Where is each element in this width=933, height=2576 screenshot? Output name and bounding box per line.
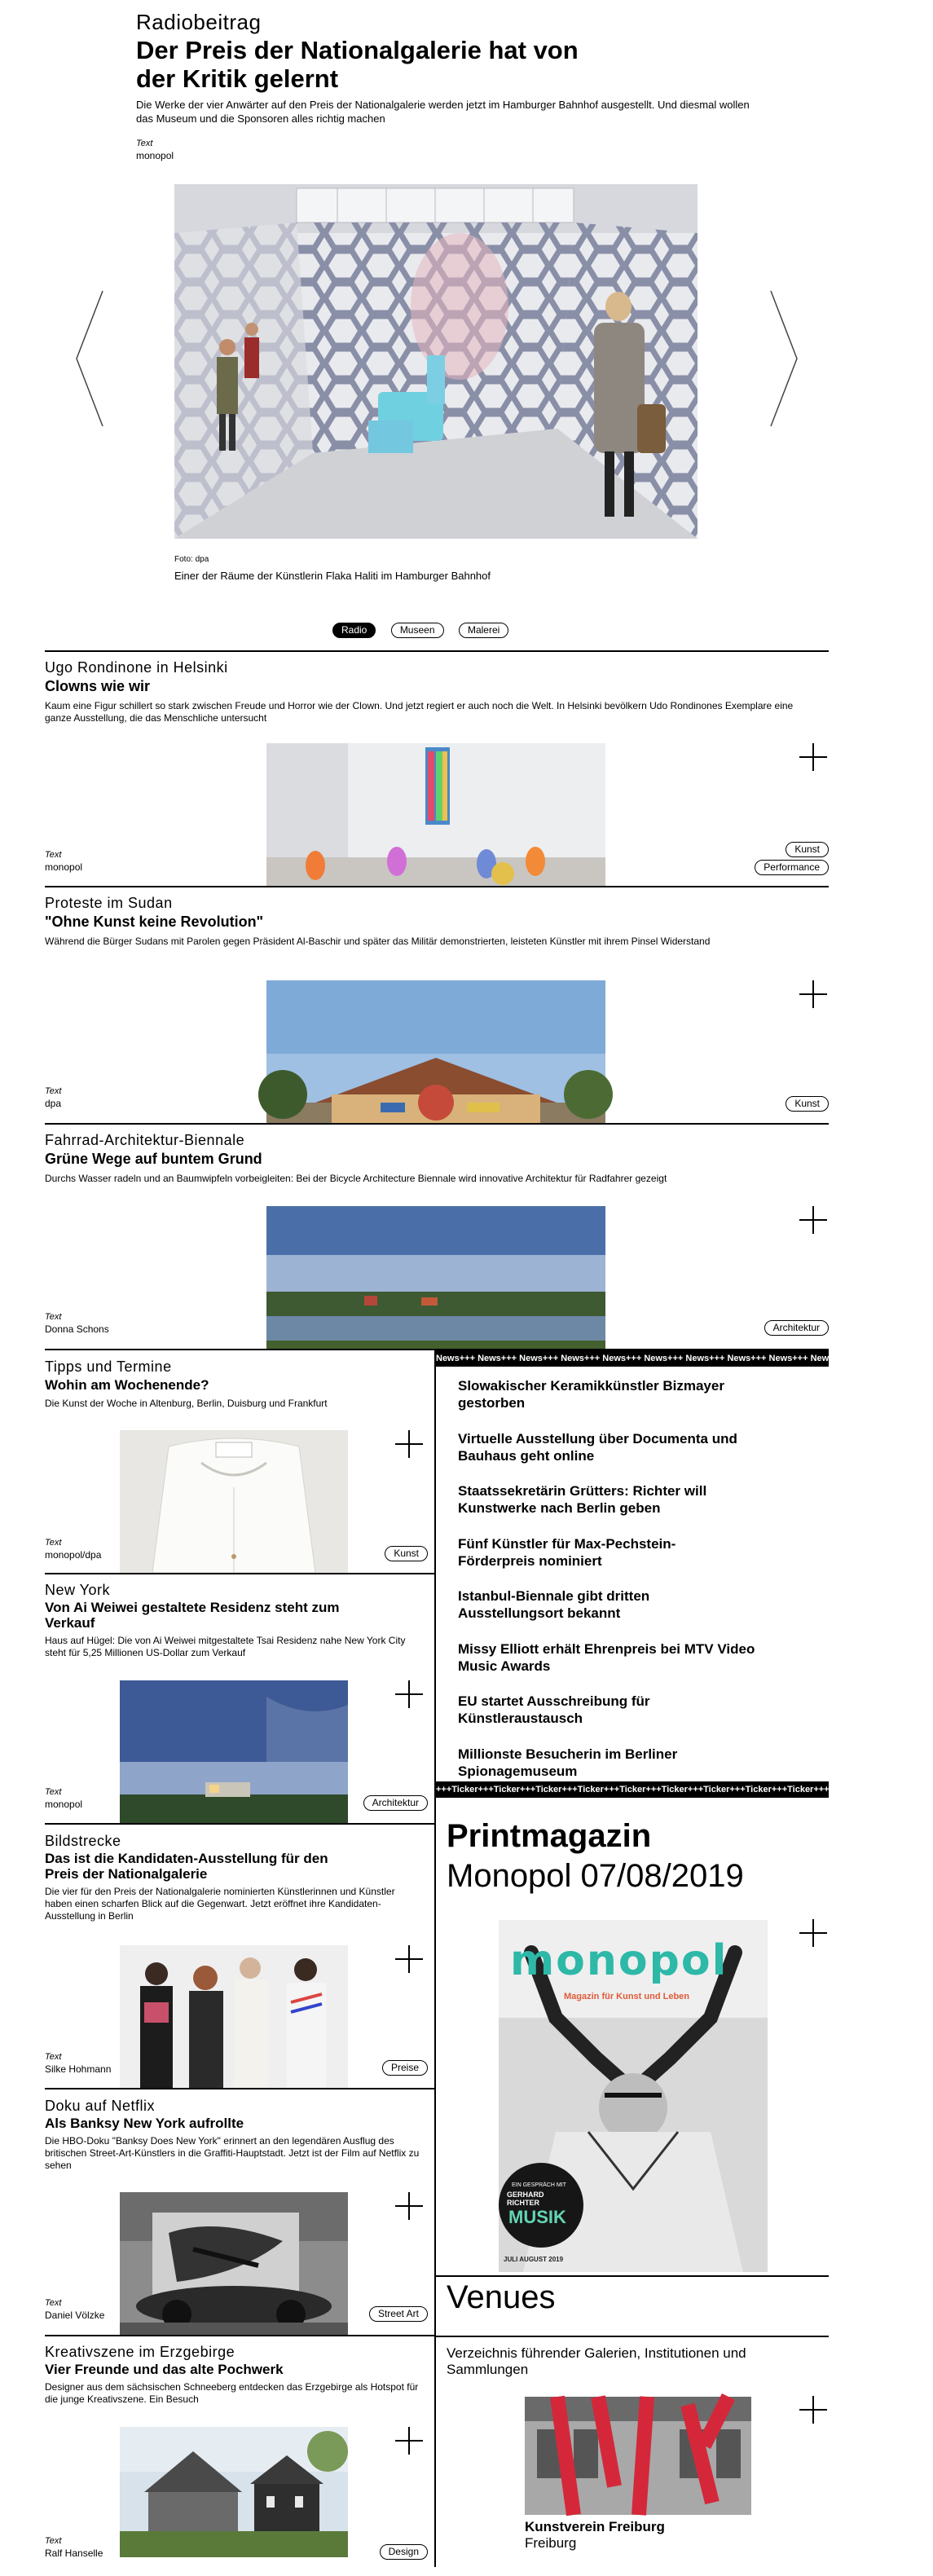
left-2-image[interactable] bbox=[120, 1680, 348, 1823]
news-item[interactable] bbox=[458, 1430, 737, 1464]
news-item[interactable] bbox=[458, 1587, 649, 1622]
print-cover-sub: Magazin für Kunst und Leben bbox=[564, 1992, 689, 2001]
divider bbox=[45, 2088, 434, 2089]
left-3-title-line1[interactable]: Das ist die Kandidaten-Ausstellung für den bbox=[45, 1851, 328, 1866]
left-4-title-line[interactable]: Als Banksy New York aufrollte bbox=[45, 2116, 244, 2131]
left-5-tags bbox=[342, 2542, 428, 2560]
tag-architektur[interactable]: Architektur bbox=[363, 1795, 428, 1811]
left-4-title[interactable] bbox=[45, 2116, 428, 2131]
tag-malerei[interactable]: Malerei bbox=[459, 623, 508, 638]
left-2-title-line2[interactable]: Verkauf bbox=[45, 1615, 95, 1631]
left-5-credit-label: Text bbox=[45, 2536, 62, 2546]
left-4-teaser: Die HBO-Doku "Banksy Does New York" erinnert an den legendären Ausflug des britischen Street-Art-Künstlers in die Graffiti-Hauptstadt. Jetzt ist der Film auf Netflix zu sehen bbox=[45, 2135, 420, 2171]
article-2-expand-icon[interactable] bbox=[799, 980, 827, 1008]
tag-kunst[interactable]: Kunst bbox=[385, 1546, 428, 1561]
divider bbox=[436, 2275, 829, 2277]
hero-title[interactable] bbox=[136, 36, 755, 93]
tag-kunst[interactable]: Kunst bbox=[786, 842, 829, 857]
left-1-tags bbox=[342, 1543, 428, 1561]
left-4-credit-name: Daniel Völzke bbox=[45, 2310, 105, 2321]
hero-photo-credit: Foto: dpa bbox=[174, 555, 209, 564]
news-item[interactable] bbox=[458, 1693, 650, 1727]
left-4-image[interactable] bbox=[120, 2192, 348, 2335]
carousel-next-arrow[interactable] bbox=[769, 289, 799, 428]
divider bbox=[436, 2336, 829, 2337]
left-3-tags bbox=[342, 2058, 428, 2076]
print-cover-date: JULI AUGUST 2019 bbox=[504, 2256, 564, 2263]
tag-architektur[interactable]: Architektur bbox=[764, 1320, 829, 1336]
news-item-line[interactable]: Bauhaus geht online bbox=[458, 1448, 595, 1464]
left-3-title[interactable] bbox=[45, 1851, 428, 1882]
left-2-kicker: New York bbox=[45, 1582, 111, 1598]
article-3-credit-name: Donna Schons bbox=[45, 1323, 109, 1335]
article-3-image[interactable] bbox=[266, 1206, 605, 1349]
left-3-credit-label: Text bbox=[45, 2052, 62, 2062]
left-3-image[interactable] bbox=[120, 1945, 348, 2088]
print-cover-badge-name: GERHARD RICHTER bbox=[507, 2191, 544, 2207]
article-3-title[interactable]: Grüne Wege auf buntem Grund bbox=[45, 1151, 262, 1167]
article-2-tags bbox=[717, 1094, 829, 1112]
column-divider bbox=[434, 1349, 436, 2567]
article-2-credit-name: dpa bbox=[45, 1098, 62, 1109]
news-item-line[interactable]: Virtuelle Ausstellung über Documenta und bbox=[458, 1431, 737, 1447]
hero-teaser: Die Werke der vier Anwärter auf den Preis der Nationalgalerie werden jetzt im Hamburger Bahnhof ausgestellt. Und diesmal wollen das Museum und die Sponsoren alles richtig machen bbox=[136, 99, 750, 125]
tag-preise[interactable]: Preise bbox=[382, 2060, 428, 2076]
divider bbox=[45, 1573, 434, 1574]
hero-title-line1[interactable]: Der Preis der Nationalgalerie hat von bbox=[136, 36, 579, 64]
left-3-credit-name: Silke Hohmann bbox=[45, 2063, 112, 2075]
print-expand-icon[interactable] bbox=[799, 1919, 827, 1947]
left-4-credit-label: Text bbox=[45, 2298, 62, 2308]
venue-name[interactable]: Kunstverein Freiburg bbox=[525, 2519, 665, 2534]
news-item[interactable] bbox=[458, 1535, 676, 1570]
left-5-expand-icon[interactable] bbox=[395, 2427, 423, 2455]
divider bbox=[45, 650, 829, 652]
left-2-title-line1[interactable]: Von Ai Weiwei gestaltete Residenz steht zum bbox=[45, 1600, 340, 1615]
print-cover-badge-top: EIN GESPRÄCH MIT bbox=[512, 2182, 566, 2188]
tag-radio[interactable]: Radio bbox=[332, 623, 376, 638]
left-2-title[interactable] bbox=[45, 1600, 428, 1631]
print-issue[interactable]: Monopol 07/08/2019 bbox=[447, 1858, 744, 1894]
article-3-credit-label: Text bbox=[45, 1312, 62, 1322]
left-1-image[interactable] bbox=[120, 1430, 348, 1573]
article-3-expand-icon[interactable] bbox=[799, 1206, 827, 1234]
hero-caption: Einer der Räume der Künstlerin Flaka Haliti im Hamburger Bahnhof bbox=[174, 570, 491, 582]
article-3-kicker: Fahrrad-Architektur-Biennale bbox=[45, 1132, 245, 1148]
article-2-image[interactable] bbox=[266, 980, 605, 1123]
article-3-teaser: Durchs Wasser radeln und an Baumwipfeln vorbeigleiten: Bei der Bicycle Architecture Biennale wird innovative Architektur für Radfahrer gezeigt bbox=[45, 1173, 667, 1184]
print-cover[interactable] bbox=[499, 1920, 768, 2272]
left-1-expand-icon[interactable] bbox=[395, 1430, 423, 1458]
article-1-teaser: Kaum eine Figur schillert so stark zwischen Freude und Horror wie der Clown. Und jetzt regiert er auch noch die Welt. In Helsinki bevölkern Udo Rondinones Exemplare eine ganze Ausstellung, die das Menschliche untersucht bbox=[45, 700, 794, 724]
divider bbox=[45, 1823, 434, 1825]
print-heading: Printmagazin bbox=[447, 1818, 652, 1854]
divider bbox=[45, 2335, 434, 2336]
news-item-line[interactable]: Millionste Besucherin im Berliner bbox=[458, 1746, 678, 1762]
left-5-title-line[interactable]: Vier Freunde und das alte Pochwerk bbox=[45, 2362, 284, 2377]
divider bbox=[45, 1123, 829, 1125]
left-5-title[interactable] bbox=[45, 2362, 428, 2377]
tag-street-art[interactable]: Street Art bbox=[369, 2306, 428, 2322]
left-2-credit-name: monopol bbox=[45, 1799, 83, 1810]
left-5-teaser: Designer aus dem sächsischen Schneeberg entdecken das Erzgebirge als Hotspot für die junge Kreativszene. Ein Besuch bbox=[45, 2381, 419, 2405]
hero-tags bbox=[332, 623, 508, 638]
left-1-title-line[interactable]: Wohin am Wochenende? bbox=[45, 1377, 209, 1393]
news-item-line[interactable]: Spionagemuseum bbox=[458, 1764, 578, 1779]
article-2-teaser: Während die Bürger Sudans mit Parolen gegen Präsident Al-Baschir und später das Militär demonstrierten, leisteten Künstler mit ihrem Pinsel Widerstand bbox=[45, 936, 711, 947]
article-2-credit-label: Text bbox=[45, 1086, 62, 1096]
news-item-line[interactable]: Slowakischer Keramikkünstler Bizmayer bbox=[458, 1378, 724, 1394]
article-2-kicker: Proteste im Sudan bbox=[45, 895, 173, 911]
article-1-expand-icon[interactable] bbox=[799, 743, 827, 771]
left-3-expand-icon[interactable] bbox=[395, 1945, 423, 1973]
print-cover-badge-word: MUSIK bbox=[508, 2207, 566, 2227]
left-1-credit-label: Text bbox=[45, 1538, 62, 1548]
article-1-credit-name: monopol bbox=[45, 861, 83, 873]
hero-title-line2[interactable]: der Kritik gelernt bbox=[136, 64, 339, 93]
article-3-tags bbox=[717, 1318, 829, 1336]
news-item[interactable] bbox=[458, 1377, 724, 1411]
venues-description: Verzeichnis führender Galerien, Institutionen und Sammlungen bbox=[447, 2345, 746, 2377]
news-item-line[interactable]: Music Awards bbox=[458, 1658, 551, 1674]
left-2-tags bbox=[342, 1793, 428, 1811]
left-4-expand-icon[interactable] bbox=[395, 2192, 423, 2220]
left-5-credit-name: Ralf Hanselle bbox=[45, 2547, 103, 2559]
left-1-title[interactable] bbox=[45, 1377, 428, 1393]
news-item-line[interactable]: Künstleraustausch bbox=[458, 1711, 583, 1726]
news-item-line[interactable]: Staatssekretärin Grütters: Richter will bbox=[458, 1483, 707, 1499]
news-item-line[interactable]: Missy Elliott erhält Ehrenpreis bei MTV Video bbox=[458, 1641, 755, 1657]
left-1-credit-name: monopol/dpa bbox=[45, 1549, 102, 1561]
news-item-line[interactable]: Fünf Künstler für Max-Pechstein- bbox=[458, 1536, 676, 1552]
hero-kicker: Radiobeitrag bbox=[136, 10, 262, 34]
article-1-tags bbox=[717, 839, 829, 875]
tag-design[interactable]: Design bbox=[380, 2544, 428, 2560]
news-item-line[interactable]: EU startet Ausschreibung für bbox=[458, 1693, 650, 1709]
news-item[interactable] bbox=[458, 1746, 677, 1780]
news-item[interactable] bbox=[458, 1640, 755, 1675]
article-1-kicker: Ugo Rondinone in Helsinki bbox=[45, 659, 228, 676]
carousel-prev-arrow[interactable] bbox=[75, 289, 104, 428]
article-1-image[interactable] bbox=[266, 743, 605, 886]
article-1-credit-label: Text bbox=[45, 850, 62, 860]
article-1-title[interactable]: Clowns wie wir bbox=[45, 678, 151, 694]
tag-kunst[interactable]: Kunst bbox=[786, 1096, 829, 1112]
tag-museen[interactable]: Museen bbox=[391, 623, 444, 638]
news-item-line[interactable]: Istanbul-Biennale gibt dritten bbox=[458, 1588, 650, 1604]
left-5-kicker: Kreativszene im Erzgebirge bbox=[45, 2344, 235, 2360]
tag-performance[interactable]: Performance bbox=[755, 860, 829, 875]
divider bbox=[45, 886, 829, 887]
left-1-kicker: Tipps und Termine bbox=[45, 1358, 172, 1375]
news-item-line[interactable]: Kunstwerke nach Berlin geben bbox=[458, 1500, 661, 1516]
hero-image[interactable] bbox=[174, 184, 698, 539]
news-item-line[interactable]: Ausstellungsort bekannt bbox=[458, 1605, 621, 1621]
venues-heading[interactable]: Venues bbox=[447, 2279, 556, 2315]
hero-credit-label: Text bbox=[136, 139, 153, 148]
left-2-expand-icon[interactable] bbox=[395, 1680, 423, 1708]
left-1-teaser: Die Kunst der Woche in Altenburg, Berlin, Duisburg und Frankfurt bbox=[45, 1398, 328, 1409]
venues-expand-icon[interactable] bbox=[799, 2396, 827, 2424]
news-item[interactable] bbox=[458, 1482, 706, 1517]
news-item-line[interactable]: gestorben bbox=[458, 1395, 526, 1411]
left-2-credit-label: Text bbox=[45, 1787, 62, 1797]
left-2-teaser: Haus auf Hügel: Die von Ai Weiwei mitgestaltete Tsai Residenz nahe New York City steht für 5,25 Millionen US-Dollar zum Verkauf bbox=[45, 1635, 406, 1658]
news-ticker-top: News+++ News+++ News+++ News+++ News+++ News+++ News+++ News+++ News+++ News+++ News+++ News+++ bbox=[436, 1350, 829, 1367]
left-3-teaser: Die vier für den Preis der Nationalgalerie nominierten Künstlerinnen und Künstler haben einen scharfen Blick auf die Gegenwart. Jetzt eröffnet ihre Kandidaten-Ausstellung in Berlin bbox=[45, 1886, 395, 1922]
hero-credit-name: monopol bbox=[136, 150, 174, 161]
left-4-tags bbox=[342, 2304, 428, 2322]
print-cover-logo: monopol bbox=[510, 1936, 728, 1985]
venue-image[interactable] bbox=[525, 2397, 751, 2515]
left-3-kicker: Bildstrecke bbox=[45, 1833, 121, 1849]
news-item-line[interactable]: Förderpreis nominiert bbox=[458, 1553, 602, 1569]
left-3-title-line2[interactable]: Preis der Nationalgalerie bbox=[45, 1866, 208, 1882]
article-2-title[interactable]: "Ohne Kunst keine Revolution" bbox=[45, 914, 264, 930]
left-5-image[interactable] bbox=[120, 2427, 348, 2557]
news-ticker-bottom: +++Ticker+++Ticker+++Ticker+++Ticker+++Ticker+++Ticker+++Ticker+++Ticker+++Ticker+++Ticker+++Ticker+++ bbox=[436, 1781, 829, 1798]
venue-city: Freiburg bbox=[525, 2535, 577, 2551]
left-4-kicker: Doku auf Netflix bbox=[45, 2098, 156, 2114]
